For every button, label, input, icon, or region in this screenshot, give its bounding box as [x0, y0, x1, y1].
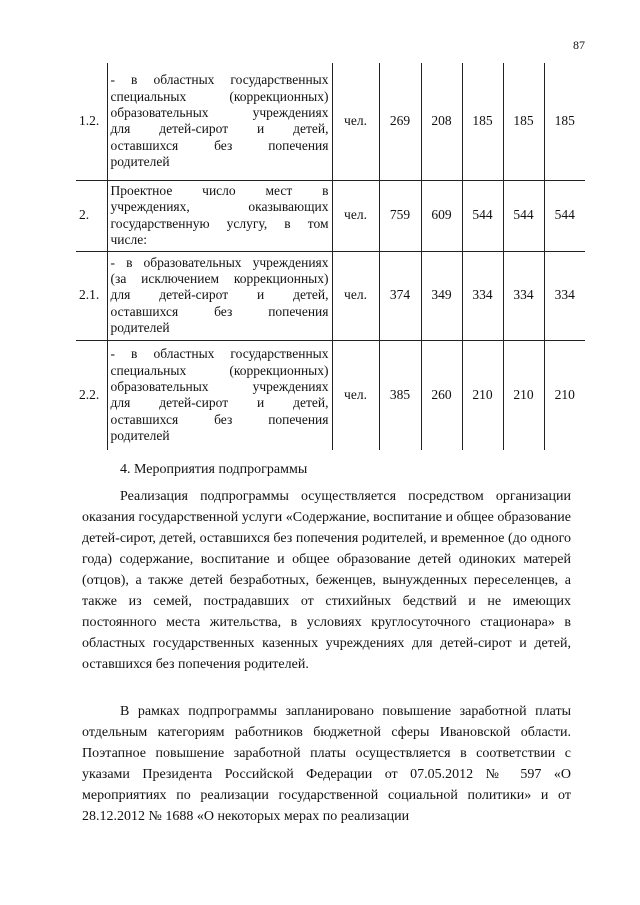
description-line: числе: — [110, 231, 147, 247]
row-number: 2. — [76, 180, 107, 251]
row-value: 210 — [544, 340, 585, 450]
row-value: 269 — [379, 63, 421, 180]
table-row — [76, 180, 585, 251]
row-value: 609 — [421, 180, 462, 251]
description-line: Проектное число мест в — [110, 182, 329, 198]
row-description — [107, 340, 332, 450]
row-value: 208 — [421, 63, 462, 180]
description-line: родителей — [110, 427, 170, 443]
row-value: 260 — [421, 340, 462, 450]
paragraph: Реализация подпрограммы осуществляется посредством организации оказания государственной услуги «Содержание, воспитание и общее образование детей-сирот, детей, оставшихся без попечения родителей, и временное (до одного года) содержание, воспитание и общее образование детей одиноких матерей (отцов), а также детей безработных, беженцев, вынужденных переселенцев, а также из семей, пострадавших от стихийных бедствий и не имеющих постоянного места жительства, в условиях круглосуточного стационара» в областных государственных казенных учреждениях для детей-сирот и детей, оставшихся без попечения родителей. — [82, 489, 571, 672]
description-line: государственную услугу, в том — [110, 215, 329, 231]
row-description — [107, 63, 332, 180]
description-line: - в областных государственных — [110, 346, 329, 362]
row-value: 185 — [544, 63, 585, 180]
row-value: 210 — [462, 340, 503, 450]
row-value: 334 — [503, 251, 544, 340]
row-number: 2.1. — [76, 251, 107, 340]
description-line: родителей — [110, 153, 170, 169]
row-unit: чел. — [332, 63, 379, 180]
row-description — [107, 251, 332, 340]
row-number: 2.2. — [76, 340, 107, 450]
description-line: для детей-сирот и детей, — [110, 121, 329, 137]
description-line: для детей-сирот и детей, — [110, 287, 329, 303]
page-number: 87 — [573, 38, 585, 52]
description-line: - в областных государственных — [110, 72, 329, 88]
row-value: 185 — [462, 63, 503, 180]
description-line: образовательных учреждениях — [110, 378, 329, 394]
row-value: 349 — [421, 251, 462, 340]
row-value: 759 — [379, 180, 421, 251]
paragraph: В рамках подпрограммы запланировано повышение заработной платы отдельным категориям работников бюджетной сферы Ивановской области. Поэтапное повышение заработной платы осуществляется в соответствии с указами Президента Российской Федерации от 07.05.2012 № 597 «О мероприятиях по реализации государственной социальной политики» и от 28.12.2012 № 1688 «О некоторых мерах по реализации — [82, 704, 571, 824]
row-value: 210 — [503, 340, 544, 450]
row-description — [107, 180, 332, 251]
description-line: оставшихся без попечения — [110, 137, 329, 153]
description-line: - в образовательных учреждениях — [110, 254, 329, 270]
row-value: 544 — [503, 180, 544, 251]
description-line: для детей-сирот и детей, — [110, 395, 329, 411]
row-value: 185 — [503, 63, 544, 180]
description-line: (за исключением коррекционных) — [110, 271, 329, 287]
row-value: 544 — [544, 180, 585, 251]
description-line: учреждениях, оказывающих — [110, 199, 329, 215]
description-line: оставшихся без попечения — [110, 303, 329, 319]
row-value: 334 — [544, 251, 585, 340]
row-unit: чел. — [332, 251, 379, 340]
table-row — [76, 251, 585, 340]
data-table — [76, 63, 585, 450]
table-body — [76, 63, 585, 450]
row-value: 334 — [462, 251, 503, 340]
description-line: образовательных учреждениях — [110, 104, 329, 120]
row-value: 374 — [379, 251, 421, 340]
description-line: специальных (коррекционных) — [110, 88, 329, 104]
row-unit: чел. — [332, 180, 379, 251]
description-line: родителей — [110, 319, 170, 335]
section-heading: 4. Мероприятия подпрограммы — [120, 462, 308, 477]
table-row — [76, 63, 585, 180]
row-value: 544 — [462, 180, 503, 251]
description-line: оставшихся без попечения — [110, 411, 329, 427]
row-value: 385 — [379, 340, 421, 450]
row-unit: чел. — [332, 340, 379, 450]
table-row — [76, 340, 585, 450]
description-line: специальных (коррекционных) — [110, 362, 329, 378]
row-number: 1.2. — [76, 63, 107, 180]
